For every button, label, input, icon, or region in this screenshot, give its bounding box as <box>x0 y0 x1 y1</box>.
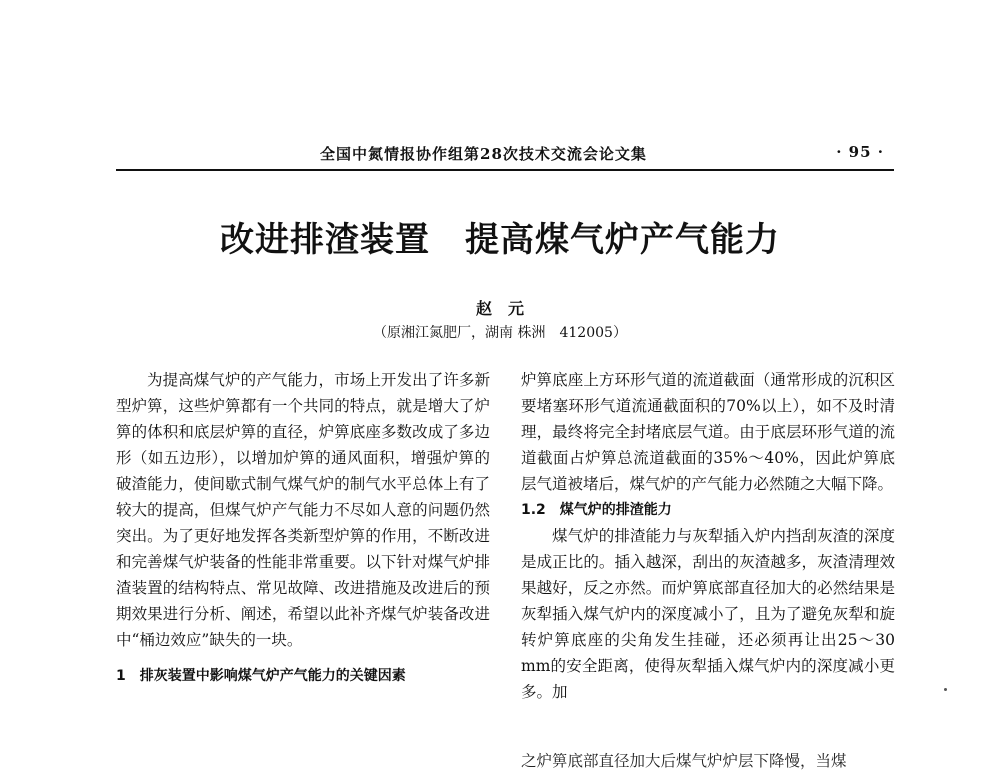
running-header <box>116 143 894 167</box>
left-column <box>116 367 490 689</box>
body-paragraph: 煤气炉的排渣能力与灰犁插入炉内挡刮灰渣的深度是成正比的。插入越深，刮出的灰渣越多，灰渣清理效果越好，反之亦然。而炉箅底部直径加大的必然结果是灰犁插入煤气炉内的深度减小了，且为了避免灰犁和旋转炉箅底座的尖角发生挂碰，还必须再让出25～30 mm的安全距离，使得灰犁插入煤气炉内的深度减小更多。加 <box>521 527 895 701</box>
header-rule <box>116 169 894 171</box>
body-paragraph-continued: 炉箅底座上方环形气道的流道截面（通常形成的沉积区要堵塞环形气道流通截面积的70%以上），如不及时清理，最终将完全封堵底层气道。由于底层环形气道的流道截面占炉箅总流道截面的35%～40%，因此炉箅底层气道被堵后，煤气炉的产气能力必然随之大幅下降。 <box>521 371 895 493</box>
journal-title: 全国中氮情报协作组第28次技术交流会论文集 <box>320 145 647 163</box>
author-name: 赵 元 <box>475 299 524 318</box>
subsection-heading-1-2: 1.2 煤气炉的排渣能力 <box>521 502 672 518</box>
page-number: · 95 · <box>836 143 884 161</box>
right-column <box>521 367 895 705</box>
intro-paragraph: 为提高煤气炉的产气能力，市场上开发出了许多新型炉箅，这些炉箅都有一个共同的特点，就是增大了炉箅的体积和底层炉箅的直径，炉箅底座多数改成了多边形（如五边形），以增加炉箅的通风面积，增强炉箅的破渣能力，使间歇式制气煤气炉的制气水平总体上有了较大的提高，但煤气炉产气能力不尽如人意的问题仍然突出。为了更好地发挥各类新型炉箅的作用，不断改进和完善煤气炉装备的性能非常重要。以下针对煤气炉排渣装置的结构特点、常见故障、改进措施及改进后的预期效果进行分析、阐述，希望以此补齐煤气炉装备改进中“桶边效应”缺失的一块。 <box>116 371 490 649</box>
article-title: 改进排渣装置 提高煤气炉产气能力 <box>220 220 780 260</box>
author-affiliation: （原湘江氮肥厂，湖南 株洲 412005） <box>373 325 627 341</box>
cut-off-line: 之炉箅底部直径加大后煤气炉炉层下降慢，当煤 <box>521 752 847 770</box>
scan-speck <box>944 688 947 691</box>
section-heading-1: 1 排灰装置中影响煤气炉产气能力的关键因素 <box>116 668 406 684</box>
